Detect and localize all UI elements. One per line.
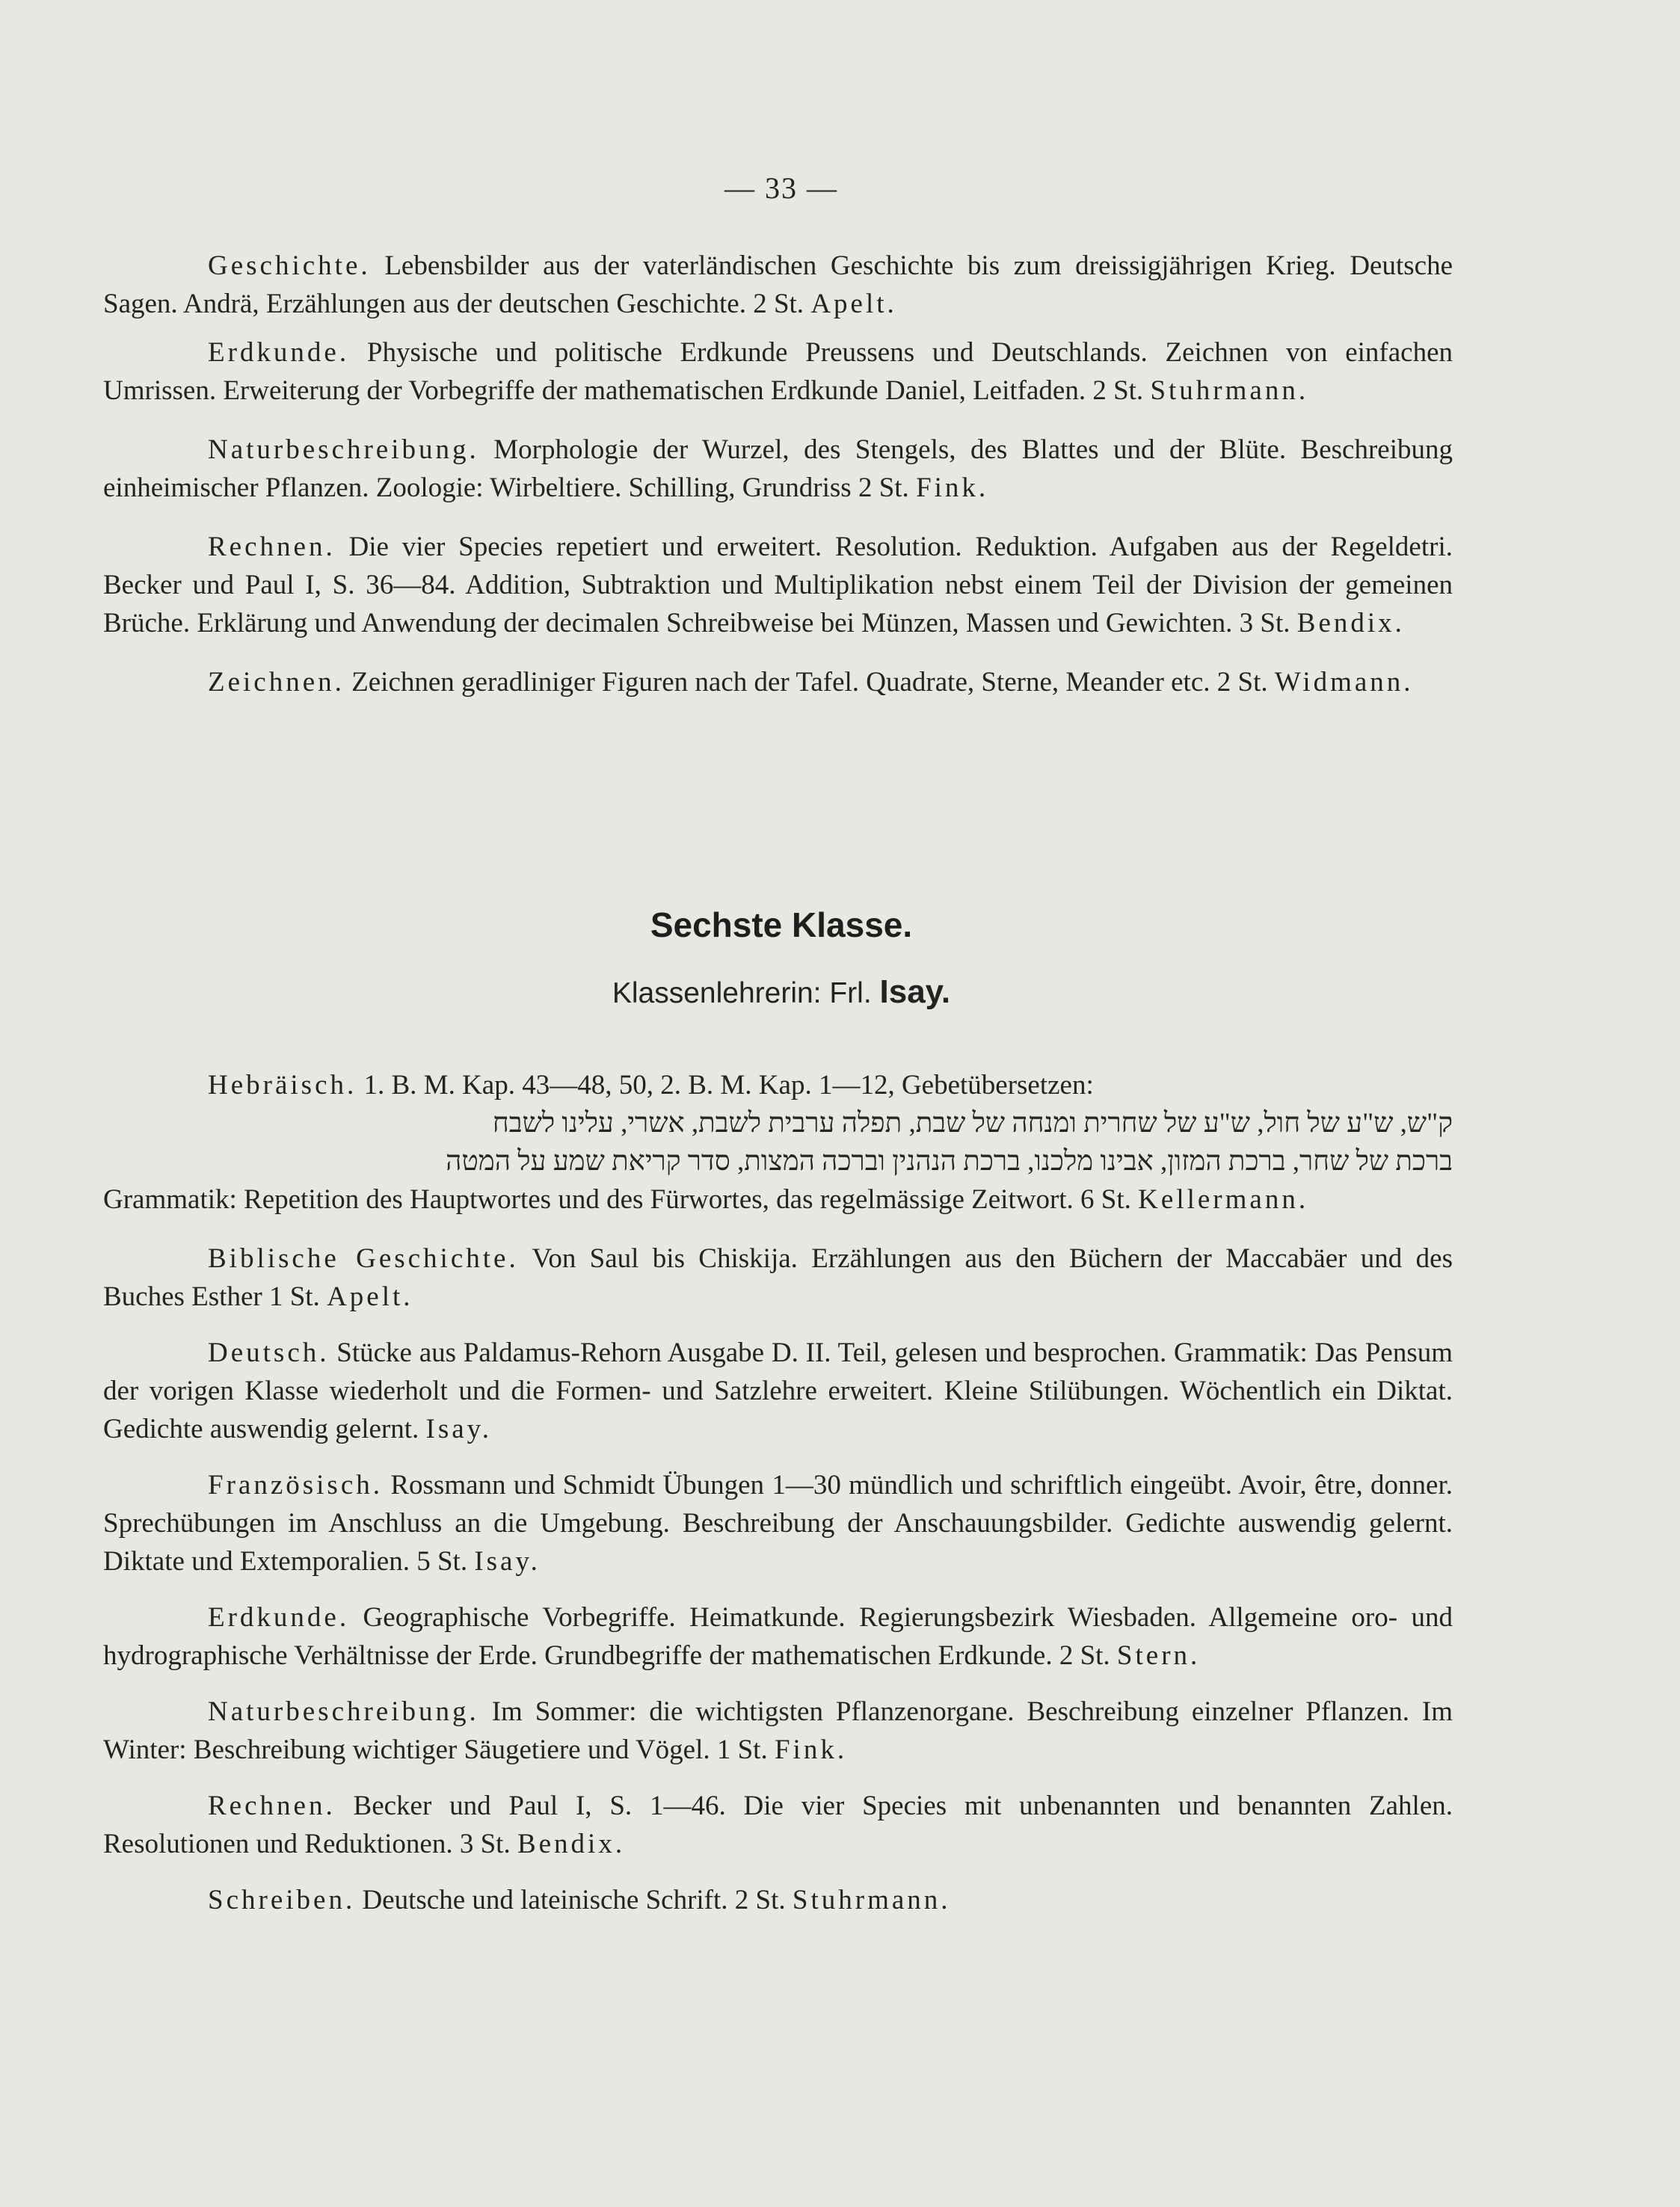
paragraph-zeichnen xyxy=(103,663,1453,701)
paragraph-text: Die vier Species repetiert und erweitert. Resolution. Reduktion. Aufgaben aus der Regeldetri. Becker und Paul I, S. 36—84. Addition, Subtraktion und Multiplikation nebst einem Teil der Division der gemeinen Brüche. Erklärung und Anwendung der decimalen Schreibweise bei Münzen, Massen und Gewichten. 3 St. xyxy=(103,532,1453,638)
teacher-name: Widmann. xyxy=(1274,667,1414,698)
hebrew-line-2: ברכת של שחר, ברכת המזון, אבינו מלכנו, ברכת הנהנין וברכה המצות, סדר קריאת שמע על המטה xyxy=(446,1146,1453,1177)
subject-label: Rechnen. xyxy=(208,1791,336,1821)
paragraph-text: Lebensbilder aus der vaterländischen Geschichte bis zum dreissigjährigen Krieg. Deutsche Sagen. Andrä, Erzählungen aus der deutschen Geschichte. 2 St. xyxy=(103,250,1453,319)
teacher-name: Kellermann. xyxy=(1138,1184,1309,1215)
teacher-name: Stuhrmann. xyxy=(1150,375,1309,406)
bottom-section xyxy=(103,1066,1453,1919)
teacher-name: Stern. xyxy=(1116,1640,1201,1671)
paragraph-text: Von Saul bis Chiskija. Erzählungen aus den Büchern der Maccabäer und des Buches Esther 1 St. xyxy=(103,1243,1453,1312)
paragraph-rechnen xyxy=(103,528,1453,642)
paragraph-geschichte xyxy=(103,247,1453,323)
paragraph-text: Physische und politische Erdkunde Preussens und Deutschlands. Zeichnen von einfachen Umrissen. Erweiterung der Vorbegriffe der mathematischen Erdkunde Daniel, Leitfaden. 2 St. xyxy=(103,337,1453,406)
teacher-name: Apelt. xyxy=(327,1281,413,1312)
subject-label: Zeichnen. xyxy=(208,667,345,698)
teacher-name: Fink. xyxy=(916,473,989,503)
paragraph-text: Im Sommer: die wichtigsten Pflanzenorgane. Beschreibung einzelner Pflanzen. Im Winter: Beschreibung wichtiger Säugetiere und Vögel. 1 St. xyxy=(103,1696,1453,1765)
class-teacher xyxy=(0,973,1563,1011)
subject-label: Französisch. xyxy=(208,1470,383,1500)
subject-label: Biblische Geschichte. xyxy=(208,1243,519,1274)
class-teacher-label: Klassenlehrerin: Frl. xyxy=(612,977,872,1009)
class-teacher-name: Isay. xyxy=(879,973,951,1010)
teacher-name: Isay. xyxy=(474,1546,541,1577)
subject-label: Hebräisch. xyxy=(208,1070,357,1101)
paragraph-deutsch xyxy=(103,1334,1453,1448)
teacher-name: Isay. xyxy=(425,1414,493,1444)
paragraph-text: Zeichnen geradliniger Figuren nach der Tafel. Quadrate, Sterne, Meander etc. 2 St. xyxy=(351,667,1268,698)
top-section xyxy=(103,247,1453,701)
subject-label: Naturbeschreibung. xyxy=(208,1696,479,1727)
paragraph-hebraeisch xyxy=(103,1066,1453,1219)
paragraph-franzoesisch xyxy=(103,1466,1453,1580)
subject-label: Deutsch. xyxy=(208,1338,330,1368)
subject-label: Erdkunde. xyxy=(208,337,350,368)
paragraph-biblische-geschichte xyxy=(103,1240,1453,1316)
teacher-name: Apelt. xyxy=(810,289,897,319)
subject-label: Schreiben. xyxy=(208,1885,356,1915)
paragraph-text: Rossmann und Schmidt Übungen 1—30 mündlich und schriftlich eingeübt. Avoir, être, donner. Sprechübungen im Anschluss an die Umgebung. Beschreibung der Anschauungsbilder. Gedichte auswendig gelernt. Diktate und Extemporalien. 5 St. xyxy=(103,1470,1453,1577)
paragraph-text: Geographische Vorbegriffe. Heimatkunde. Regierungsbezirk Wiesbaden. Allgemeine oro- und hydrographische Verhältnisse der Erde. Grundbegriffe der mathematischen Erdkunde. 2 St. xyxy=(103,1602,1453,1671)
section-title: Sechste Klasse. xyxy=(650,905,913,944)
subject-label: Rechnen. xyxy=(208,532,336,562)
paragraph-text: Morphologie der Wurzel, des Stengels, des Blattes und der Blüte. Beschreibung einheimischer Pflanzen. Zoologie: Wirbeltiere. Schilling, Grundriss 2 St. xyxy=(103,434,1453,503)
subject-label: Erdkunde. xyxy=(208,1602,350,1633)
page-number: — 33 — xyxy=(724,171,838,205)
paragraph-text: 1. B. M. Kap. 43—48, 50, 2. B. M. Kap. 1—12, Gebetübersetzen: xyxy=(363,1070,1094,1101)
paragraph-text: Stücke aus Paldamus-Rehorn Ausgabe D. II. Teil, gelesen und besprochen. Grammatik: Das Pensum der vorigen Klasse wiederholt und die Formen- und Satzlehre erweitert. Kleine Stilübungen. Wöchentlich ein Diktat. Gedichte auswendig gelernt. xyxy=(103,1338,1453,1444)
paragraph-text: Becker und Paul I, S. 1—46. Die vier Species mit unbenannten und benannten Zahlen. Resolutionen und Reduktionen. 3 St. xyxy=(103,1791,1453,1859)
teacher-name: Bendix. xyxy=(1296,608,1405,638)
subject-label: Naturbeschreibung. xyxy=(208,434,479,465)
paragraph-erdkunde-6 xyxy=(103,1598,1453,1675)
paragraph-erdkunde xyxy=(103,333,1453,410)
paragraph-text: Grammatik: Repetition des Hauptwortes und des Fürwortes, das regelmässige Zeitwort. 6 St. xyxy=(103,1184,1131,1215)
paragraph-text: Deutsche und lateinische Schrift. 2 St. xyxy=(362,1885,786,1915)
subject-label: Geschichte. xyxy=(208,250,371,281)
paragraph-rechnen-6 xyxy=(103,1787,1453,1863)
paragraph-naturbeschreibung-6 xyxy=(103,1693,1453,1769)
hebrew-line-1: ק"ש, ש"ע של חול, ש"ע של שחרית ומנחה של שבת, תפלה ערבית לשבת, אשרי, עלינו לשבח xyxy=(492,1108,1453,1139)
teacher-name: Stuhrmann. xyxy=(792,1885,951,1915)
paragraph-naturbeschreibung xyxy=(103,431,1453,507)
teacher-name: Bendix. xyxy=(517,1829,626,1859)
paragraph-schreiben xyxy=(103,1881,1453,1919)
teacher-name: Fink. xyxy=(774,1734,848,1765)
